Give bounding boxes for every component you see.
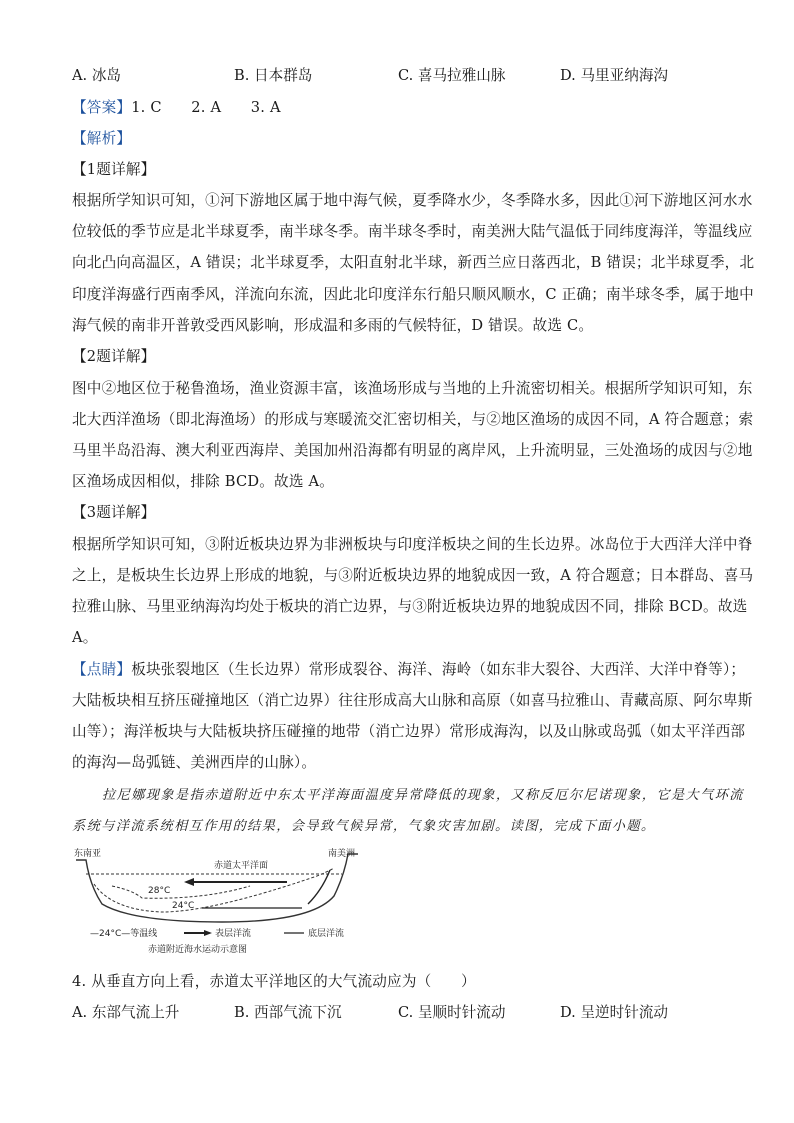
tip-line: 大陆板块相互挤压碰撞地区（消亡边界）往往形成高大山脉和高原（如喜马拉雅山、青藏高原、阿尔卑斯 xyxy=(72,692,753,709)
label-iso-28: 28°C xyxy=(148,886,171,896)
q4-option-b: B. 西部气流下沉 xyxy=(234,1004,342,1021)
diagram-svg xyxy=(72,846,372,958)
q1-tag: 【1题详解】 xyxy=(72,161,156,178)
answer-tag: 【答案】 xyxy=(72,99,132,116)
tip-text: 板块张裂地区（生长边界）常形成裂谷、海洋、海岭（如东非大裂谷、大西洋、大洋中脊等）； xyxy=(131,661,746,678)
q3-line: 拉雅山脉、马里亚纳海沟均处于板块的消亡边界，与③附近板块边界的地貌成因不同，排除 BCD。故选 xyxy=(72,598,748,615)
tip-line: 山等）；海洋板块与大陆板块挤压碰撞的地带（消亡边界）常形成海沟，以及山脉或岛弧（如太平洋西部 xyxy=(72,723,746,740)
option-d: D. 马里亚纳海沟 xyxy=(560,67,669,84)
legend-isotherm: —24°C—等温线 xyxy=(90,929,158,939)
label-south-america: 南美洲 xyxy=(328,849,356,859)
q2-line: 北大西洋渔场（即北海渔场）的形成与寒暖流交汇密切相关，与②地区渔场的成因不同，A 符合题意；索 xyxy=(72,411,754,428)
legend-surface-label: 表层洋流 xyxy=(215,929,252,939)
q3-line: A。 xyxy=(72,629,98,646)
ocean-circulation-diagram xyxy=(72,846,372,958)
option-c: C. 喜马拉雅山脉 xyxy=(398,67,506,84)
surface-current-arrowhead xyxy=(184,878,194,886)
option-a: A. 冰岛 xyxy=(72,67,122,84)
q1-line: 海气候的南非开普敦受西风影响，形成温和多雨的气候特征，D 错误。故选 C。 xyxy=(72,317,594,334)
tip-line xyxy=(72,660,745,680)
legend-deep-label: 底层洋流 xyxy=(308,929,345,939)
q3-line: 根据所学知识可知，③附近板块边界为非洲板块与印度洋板块之间的生长边界。冰岛位于大西洋大洋中脊 xyxy=(72,536,753,553)
material-line: 拉尼娜现象是指赤道附近中东太平洋海面温度异常降低的现象，又称反厄尔尼诺现象，它是大气环流 xyxy=(102,788,744,803)
q4-stem: 4. 从垂直方向上看，赤道太平洋地区的大气流动应为（ ） xyxy=(72,973,476,990)
analysis-tag: 【解析】 xyxy=(72,130,132,147)
legend-surface-arrowhead xyxy=(204,930,212,936)
q1-line: 向北凸向高温区，A 错误；北半球夏季，太阳直射北半球，新西兰应日落西北，B 错误；北半球夏季，北 xyxy=(72,254,755,271)
q4-option-c: C. 呈顺时针流动 xyxy=(398,1004,506,1021)
q1-line: 印度洋海盛行西南季风，洋流向东流，因此北印度洋东行船只顺风顺水，C 正确；南半球冬季，属于地中 xyxy=(72,286,754,303)
q4-option-d: D. 呈逆时针流动 xyxy=(560,1004,669,1021)
option-b: B. 日本群岛 xyxy=(234,67,313,84)
material-line: 系统与洋流系统相互作用的结果，会导致气候异常，气象灾害加剧。读图，完成下面小题。 xyxy=(72,819,656,834)
answer-line xyxy=(72,98,281,118)
isotherm-24 xyxy=(94,868,334,912)
q2-line: 马里半岛沿海、澳大利亚西海岸、美国加州沿海都有明显的离岸风，上升流明显，三处渔场的成因与②地 xyxy=(72,442,753,459)
answer-text: 1. C 2. A 3. A xyxy=(131,99,281,116)
tip-line: 的海沟—岛弧链、美洲西岸的山脉）。 xyxy=(72,754,317,771)
q2-tag: 【2题详解】 xyxy=(72,348,156,365)
q2-line: 区渔场成因相似，排除 BCD。故选 A。 xyxy=(72,473,334,490)
label-southeast-asia: 东南亚 xyxy=(74,849,102,859)
label-iso-24: 24°C xyxy=(172,901,195,911)
q3-line: 之上，是板块生长边界上形成的地貌，与③附近板块边界的地貌成因一致，A 符合题意；日本群岛、喜马 xyxy=(72,567,754,584)
tip-tag: 【点睛】 xyxy=(72,661,132,678)
diagram-caption: 赤道附近海水运动示意图 xyxy=(148,945,248,955)
q2-line: 图中②地区位于秘鲁渔场，渔业资源丰富，该渔场形成与当地的上升流密切相关。根据所学知识可知，东 xyxy=(72,380,753,397)
isotherm-28 xyxy=(112,886,250,898)
q4-option-a: A. 东部气流上升 xyxy=(72,1004,180,1021)
q3-tag: 【3题详解】 xyxy=(72,504,156,521)
q1-line: 位较低的季节应是北半球夏季，南半球冬季。南半球冬季时，南美洲大陆气温低于同纬度海洋，等温线应 xyxy=(72,223,753,240)
q1-line: 根据所学知识可知，①河下游地区属于地中海气候，夏季降水少，冬季降水多，因此①河下游地区河水水 xyxy=(72,192,753,209)
label-equatorial-pacific: 赤道太平洋面 xyxy=(214,861,269,871)
